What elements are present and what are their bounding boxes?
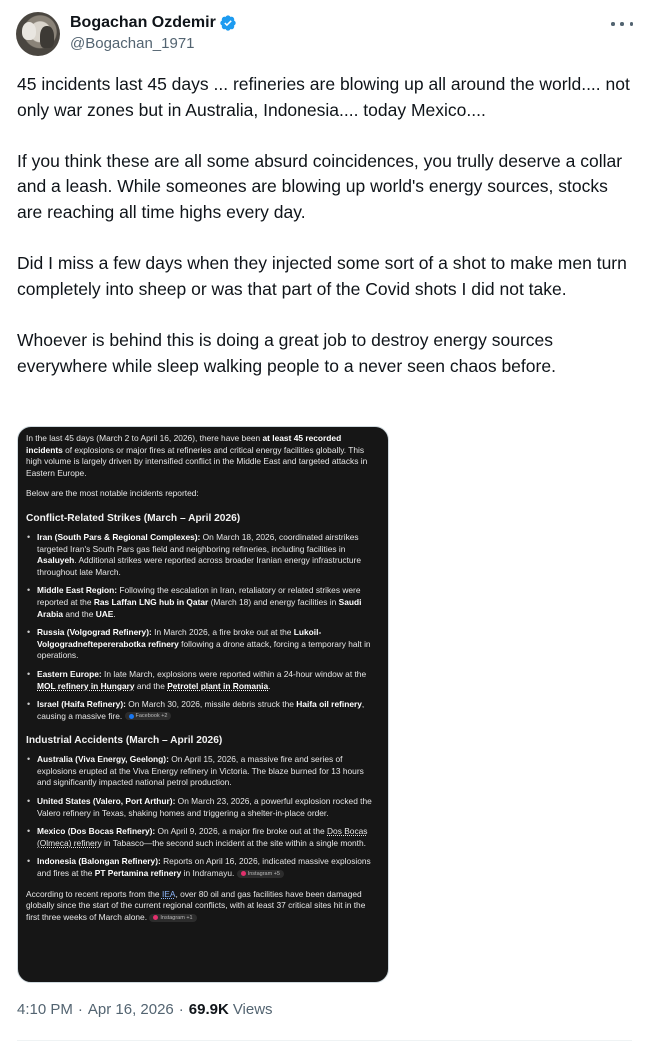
tweet-meta bbox=[17, 1001, 273, 1018]
list-item: • Iran (South Pars & Regional Complexes): On March 18, 2026, coordinated airstrikes targeted Iran's South Pars gas field and neighboring refineries, including facilities in Asaluyeh. Additional strikes were reported across broader Iranian energy infrastructure throughout late March. bbox=[26, 532, 378, 578]
tweet-date[interactable]: Apr 16, 2026 bbox=[87, 1001, 174, 1018]
more-dot bbox=[630, 22, 634, 26]
source-chip-instagram[interactable]: Instagram +5 bbox=[237, 870, 284, 878]
industrial-list bbox=[26, 754, 378, 879]
notable-line: Below are the most notable incidents reported: bbox=[26, 488, 199, 499]
avatar[interactable] bbox=[16, 12, 60, 56]
tweet-paragraph: 45 incidents last 45 days ... refineries are blowing up all around the world.... not only war zones but in Australia, Indonesia.... today Mexico.... bbox=[17, 74, 630, 120]
tweet-text bbox=[17, 72, 635, 379]
list-item: • Australia (Viva Energy, Geelong): On April 15, 2026, a massive fire and series of explosions erupted at the Viva Energy refinery in Victoria. The blaze burned for 13 hours and significantly impacted national petrol production. bbox=[26, 754, 378, 789]
facebook-icon bbox=[129, 714, 134, 719]
views-label: Views bbox=[232, 1001, 273, 1018]
list-item: • Russia (Volgograd Refinery): In March 2026, a fire broke out at the Lukoil-Volgogradneftepererabotka refinery following a drone attack, forcing a temporary halt in operations. bbox=[26, 627, 378, 662]
separator: · bbox=[178, 1001, 184, 1018]
list-item: • Middle East Region: Following the escalation in Iran, retaliatory or related strikes were reported at the Ras Laffan LNG hub in Qatar (March 18) and energy facilities in Saudi Arabia and the UAE. bbox=[26, 585, 378, 620]
separator: · bbox=[77, 1001, 83, 1018]
tweet-paragraph: Whoever is behind this is doing a great job to destroy energy sources everywhere while sleep walking people to a never seen chaos before. bbox=[17, 329, 556, 376]
source-chip-instagram[interactable]: Instagram +1 bbox=[149, 914, 196, 922]
more-dot bbox=[611, 22, 615, 26]
instagram-icon bbox=[153, 915, 158, 920]
instagram-icon bbox=[241, 871, 246, 876]
list-item: • Israel (Haifa Refinery): On March 30, 2026, missile debris struck the Haifa oil refinery, causing a massive fire. Facebook +2 bbox=[26, 699, 378, 722]
more-dot bbox=[620, 22, 624, 26]
tweet-paragraph: Did I miss a few days when they injected some sort of a shot to make men turn completely into sheep or was that part of the Covid shots I did not take. bbox=[17, 253, 627, 299]
more-options-icon[interactable] bbox=[611, 14, 633, 34]
list-item: • Eastern Europe: In late March, explosions were reported within a 24-hour window at the MOL refinery in Hungary and the Petrotel plant in Romania. bbox=[26, 669, 378, 692]
author-name-row[interactable] bbox=[70, 13, 237, 33]
intro-paragraph: In the last 45 days (March 2 to April 16, 2026), there have been at least 45 recorded incidents of explosions or major fires at refineries and critical energy facilities globally. This high volume is largely driven by intensified conflict in the Middle East and targeted attacks in Eastern Europe. bbox=[26, 433, 368, 478]
list-item: • United States (Valero, Port Arthur): On March 23, 2026, a powerful explosion rocked the Valero refinery in Texas, shaking homes and triggering a shelter-in-place order. bbox=[26, 796, 378, 819]
outro-paragraph: According to recent reports from the IEA, over 80 oil and gas facilities have been damaged globally since the start of the current regional conflicts, with at least 37 critical sites hit in the first three weeks of March alone. Instagram +1 bbox=[26, 888, 366, 922]
display-name[interactable]: Bogachan Ozdemir bbox=[70, 14, 216, 31]
views-count[interactable]: 69.9K bbox=[188, 1001, 229, 1018]
tweet-time[interactable]: 4:10 PM bbox=[17, 1001, 73, 1018]
source-chip-facebook[interactable]: Facebook +2 bbox=[125, 712, 172, 720]
list-item: • Indonesia (Balongan Refinery): Reports on April 16, 2026, indicated massive explosions and fires at the PT Pertamina refinery in Indramayu. Instagram +5 bbox=[26, 856, 378, 879]
list-item: • Mexico (Dos Bocas Refinery): On April 9, 2026, a major fire broke out at the Dos Bocas (Olmeca) refinery in Tabasco—the second such incident at the site within a single month. bbox=[26, 826, 378, 849]
image-content bbox=[26, 433, 378, 923]
section-heading-conflict: Conflict-Related Strikes (March – April 2026) bbox=[26, 512, 241, 524]
author-handle[interactable]: @Bogachan_1971 bbox=[70, 35, 195, 52]
divider bbox=[17, 1040, 632, 1041]
tweet-header bbox=[16, 12, 633, 60]
tweet-paragraph: If you think these are all some absurd coincidences, you trully deserve a collar and a leash. While someones are blowing up world's energy sources, stocks are reaching all time highs every day. bbox=[17, 150, 623, 222]
verified-badge-icon bbox=[219, 14, 237, 32]
section-heading-industrial: Industrial Accidents (March – April 2026) bbox=[26, 735, 223, 747]
conflict-list bbox=[26, 532, 378, 722]
attached-image[interactable] bbox=[17, 426, 389, 983]
